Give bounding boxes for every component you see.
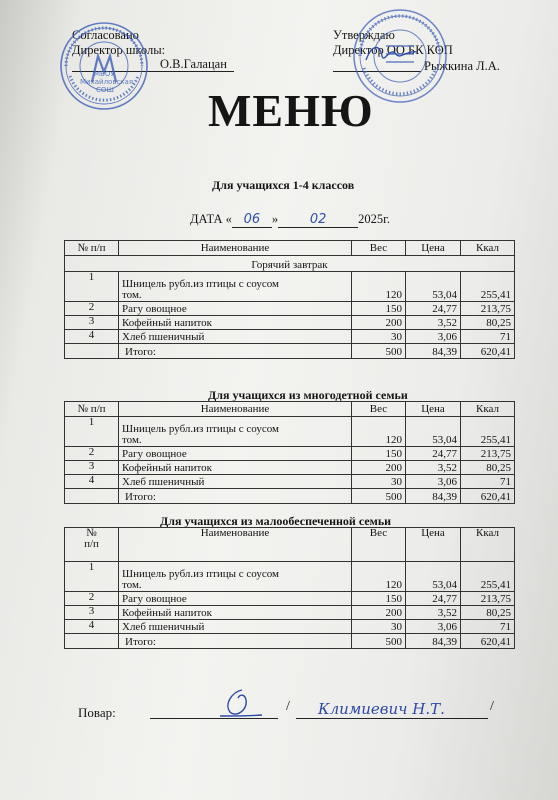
row-num: 2 (65, 447, 119, 461)
row-num: 3 (65, 461, 119, 475)
row-name (119, 417, 352, 447)
total-price: 84,39 (406, 634, 461, 649)
row-num: 1 (65, 272, 119, 302)
total-label: Итого: (119, 489, 352, 504)
row-name: Кофейный напиток (119, 316, 352, 330)
row-price: 3,52 (406, 461, 461, 475)
row-kcal: 213,75 (461, 592, 515, 606)
row-price: 3,06 (406, 475, 461, 489)
cook-name-line (296, 718, 488, 719)
row-kcal: 71 (461, 475, 515, 489)
date-separator: » (271, 212, 279, 226)
total-kcal: 620,41 (461, 344, 515, 359)
table-row (65, 592, 515, 606)
table-row (65, 562, 515, 592)
table-row (65, 461, 515, 475)
row-price: 53,04 (406, 272, 461, 302)
row-name (119, 272, 352, 302)
row-weight: 150 (352, 592, 406, 606)
row-kcal: 71 (461, 330, 515, 344)
col-weight-header: Вес (352, 528, 406, 562)
row-num: 2 (65, 592, 119, 606)
date-line (190, 212, 390, 228)
menu-table-large-family (64, 401, 515, 504)
svg-text:Михайловская: Михайловская (80, 78, 134, 86)
row-kcal: 213,75 (461, 447, 515, 461)
approval-left-name: О.В.Галацан (160, 57, 227, 71)
director-signature-icon (362, 40, 422, 68)
row-kcal: 255,41 (461, 562, 515, 592)
total-label: Итого: (119, 344, 352, 359)
row-name: Хлеб пшеничный (119, 330, 352, 344)
row-num: 4 (65, 330, 119, 344)
total-row (65, 489, 515, 504)
total-num (65, 634, 119, 649)
approval-left-title: Согласовано (72, 28, 139, 42)
row-kcal: 213,75 (461, 302, 515, 316)
row-name-line2: том. (122, 434, 142, 446)
svg-text:СОШ: СОШ (96, 86, 114, 94)
page-subtitle: Для учащихся 1-4 классов (212, 178, 355, 192)
col-weight-header: Вес (352, 402, 406, 417)
row-name: Рагу овощное (119, 447, 352, 461)
row-kcal: 80,25 (461, 606, 515, 620)
table-row (65, 606, 515, 620)
col-price-header: Цена (406, 402, 461, 417)
row-num: 3 (65, 316, 119, 330)
total-price: 84,39 (406, 344, 461, 359)
approval-right-name: Рыжкина Л.А. (424, 59, 500, 73)
row-name: Хлеб пшеничный (119, 475, 352, 489)
approval-right-title: Утверждаю (333, 28, 395, 42)
cook-signature-icon (218, 686, 264, 720)
table-row (65, 620, 515, 634)
row-weight: 120 (352, 562, 406, 592)
row-name: Кофейный напиток (119, 461, 352, 475)
row-price: 3,52 (406, 316, 461, 330)
cook-label: Повар: (78, 705, 116, 720)
row-kcal: 80,25 (461, 316, 515, 330)
total-weight: 500 (352, 344, 406, 359)
col-num-header-line2: п/п (84, 538, 99, 550)
table-row (65, 330, 515, 344)
total-price: 84,39 (406, 489, 461, 504)
table-header-row (65, 528, 515, 562)
row-price: 24,77 (406, 592, 461, 606)
row-price: 3,06 (406, 330, 461, 344)
row-weight: 120 (352, 272, 406, 302)
table3-heading: Для учащихся из малообеспеченной семьи (160, 514, 392, 528)
row-name-line1: Шницель рубл.из птицы с соусом (122, 278, 279, 290)
approval-right-role: Директор ОО БК КОП (333, 43, 453, 57)
row-weight: 30 (352, 475, 406, 489)
row-num: 1 (65, 417, 119, 447)
row-weight: 30 (352, 330, 406, 344)
total-row (65, 634, 515, 649)
row-num: 1 (65, 562, 119, 592)
cook-handwritten-name: Климиевич Н.Т. (318, 700, 445, 718)
col-num-header (65, 528, 119, 562)
school-stamp-icon (58, 20, 150, 112)
row-name: Кофейный напиток (119, 606, 352, 620)
approval-left-role: Директор школы: (72, 43, 166, 57)
date-prefix: ДАТА « (190, 212, 232, 226)
row-name: Рагу овощное (119, 302, 352, 316)
col-name-header: Наименование (119, 402, 352, 417)
row-weight: 200 (352, 461, 406, 475)
row-name-line2: том. (122, 579, 142, 591)
row-price: 53,04 (406, 417, 461, 447)
total-row (65, 344, 515, 359)
table-row (65, 447, 515, 461)
row-name-line1: Шницель рубл.из птицы с соусом (122, 568, 279, 580)
table2-heading: Для учащихся из многодетной семьи (208, 388, 408, 402)
row-num: 4 (65, 475, 119, 489)
table-row (65, 272, 515, 302)
row-name: Рагу овощное (119, 592, 352, 606)
col-name-header: Наименование (119, 241, 352, 256)
row-weight: 200 (352, 316, 406, 330)
col-kcal-header: Ккал (461, 402, 515, 417)
col-price-header: Цена (406, 528, 461, 562)
row-weight: 150 (352, 447, 406, 461)
col-kcal-header: Ккал (461, 241, 515, 256)
table-row (65, 475, 515, 489)
date-day: 06 (232, 212, 272, 228)
row-weight: 150 (352, 302, 406, 316)
table-row (65, 302, 515, 316)
signature-separator-left: / (286, 699, 290, 714)
row-price: 3,52 (406, 606, 461, 620)
col-kcal-header: Ккал (461, 528, 515, 562)
col-num-header: № п/п (65, 402, 119, 417)
menu-table-low-income (64, 527, 515, 649)
row-name-line2: том. (122, 289, 142, 301)
row-name: Хлеб пшеничный (119, 620, 352, 634)
total-kcal: 620,41 (461, 489, 515, 504)
menu-table-grades-1-4 (64, 240, 515, 359)
row-kcal: 80,25 (461, 461, 515, 475)
total-label: Итого: (119, 634, 352, 649)
total-num (65, 489, 119, 504)
row-weight: 120 (352, 417, 406, 447)
date-year: 2025г. (358, 212, 390, 226)
page-title: МЕНЮ (208, 85, 374, 136)
date-month: 02 (278, 212, 358, 228)
total-num (65, 344, 119, 359)
row-kcal: 71 (461, 620, 515, 634)
row-weight: 200 (352, 606, 406, 620)
col-price-header: Цена (406, 241, 461, 256)
row-price: 24,77 (406, 447, 461, 461)
section-title: Горячий завтрак (65, 256, 515, 272)
row-name (119, 562, 352, 592)
col-num-header-line1: № (86, 527, 97, 539)
signature-separator-right: / (490, 699, 494, 714)
row-weight: 30 (352, 620, 406, 634)
row-num: 4 (65, 620, 119, 634)
col-name-header: Наименование (119, 528, 352, 562)
table-header-row (65, 241, 515, 256)
col-num-header: № п/п (65, 241, 119, 256)
svg-text:МБОУ: МБОУ (94, 70, 115, 78)
row-price: 3,06 (406, 620, 461, 634)
total-weight: 500 (352, 489, 406, 504)
row-name-line1: Шницель рубл.из птицы с соусом (122, 423, 279, 435)
table-row (65, 417, 515, 447)
row-price: 24,77 (406, 302, 461, 316)
total-kcal: 620,41 (461, 634, 515, 649)
col-weight-header: Вес (352, 241, 406, 256)
row-num: 3 (65, 606, 119, 620)
total-weight: 500 (352, 634, 406, 649)
table-row (65, 316, 515, 330)
row-price: 53,04 (406, 562, 461, 592)
table-header-row (65, 402, 515, 417)
section-row (65, 256, 515, 272)
row-num: 2 (65, 302, 119, 316)
row-kcal: 255,41 (461, 417, 515, 447)
row-kcal: 255,41 (461, 272, 515, 302)
